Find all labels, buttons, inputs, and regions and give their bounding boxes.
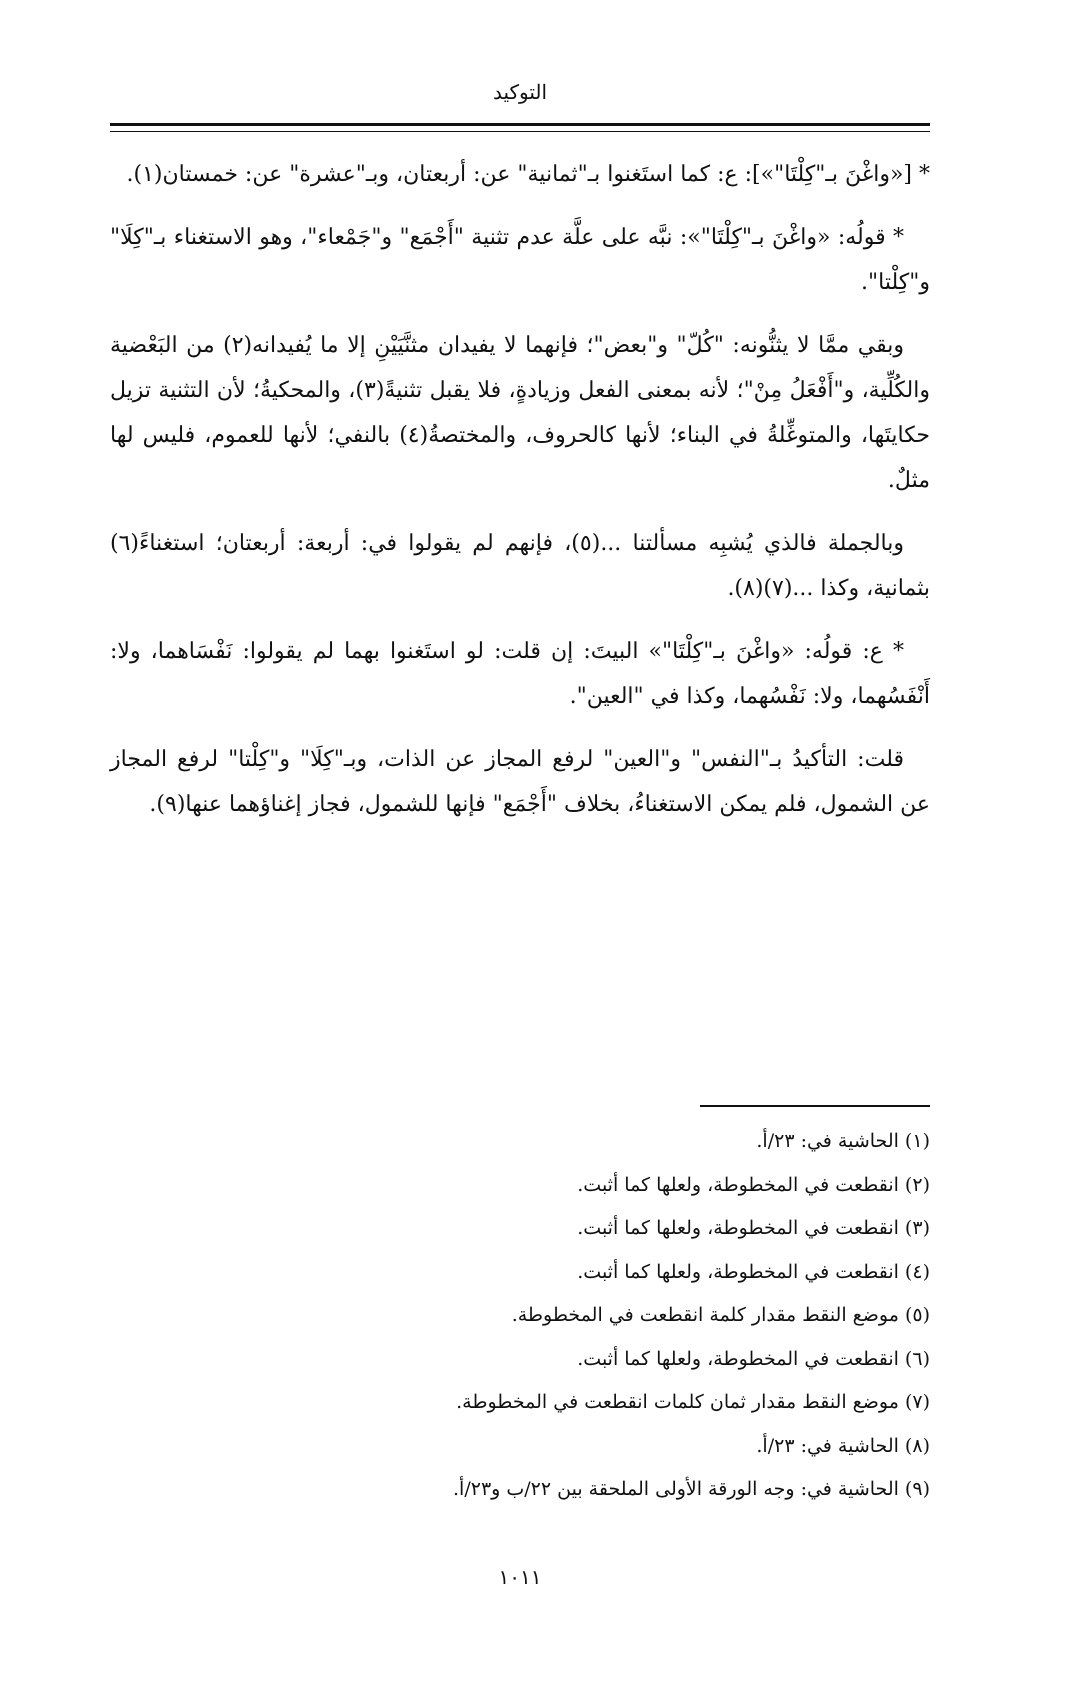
- footnote: (٧) موضع النقط مقدار ثمان كلمات انقطعت في المخطوطة.: [456, 1391, 930, 1413]
- footnote: (٢) انقطعت في المخطوطة، ولعلها كما أثبت.: [577, 1173, 930, 1196]
- footnotes: [110, 1120, 930, 1512]
- paragraph: * [«واغْنَ بـ"كِلْتَا"»]: ع: كما استَغنوا بـ"ثمانية" عن: أربعتان، وبـ"عشرة" عن: خمستان(١).: [126, 162, 930, 187]
- header-rule-thick: [110, 123, 930, 126]
- paragraph: وبقي ممَّا لا يثنُّونه: "كُلّ" و"بعض"؛ فإنهما لا يفيدان مثنَّيَيْنِ إلا ما يُفيدانه(٢) من البَعْضية والكُلِّية، و"أَفْعَلُ مِنْ"؛ لأنه بمعنى الفعل وزيادةٍ، فلا يقبل تثنيةً(٣)، والمحكيةُ؛ لأن التثنية تزيل حكايتَها، والمتوغِّلةُ في البناء؛ لأنها كالحروف، والمختصةُ(٤) بالنفي؛ لأنها للعموم، فليس لها مثلٌ.: [110, 333, 930, 493]
- page-number: ١٠١١: [498, 1565, 542, 1589]
- footnote: (٥) موضع النقط مقدار كلمة انقطعت في المخطوطة.: [511, 1304, 930, 1326]
- footnote: (٦) انقطعت في المخطوطة، ولعلها كما أثبت.: [577, 1347, 930, 1370]
- footnote: (٩) الحاشية في: وجه الورقة الأولى الملحقة بين ٢٢/ب و٢٣/أ.: [453, 1478, 930, 1500]
- footnote: (٤) انقطعت في المخطوطة، ولعلها كما أثبت.: [577, 1260, 930, 1283]
- main-text: [110, 152, 930, 845]
- paragraph: قلت: التأكيدُ بـ"النفس" و"العين" لرفع المجاز عن الذات، وبـ"كِلَا" و"كِلْتا" لرفع المجاز عن الشمول، فلم يمكن الاستغناءُ، بخلاف "أَجْمَع" فإنها للشمول، فجاز إغناؤهما عنها(٩).: [110, 747, 930, 817]
- paragraph: وبالجملة فالذي يُشبِه مسألتنا ...(٥)، فإنهم لم يقولوا في: أربعة: أربعتان؛ استغناءً(٦) بثمانية، وكذا ...(٧)(٨).: [110, 531, 930, 601]
- running-header: التوكيد: [492, 80, 548, 104]
- footnote: (٣) انقطعت في المخطوطة، ولعلها كما أثبت.: [577, 1217, 930, 1239]
- footnote: (٨) الحاشية في: ٢٣/أ.: [756, 1434, 930, 1457]
- header-rule-thin: [110, 131, 930, 132]
- footnote-separator: [700, 1105, 930, 1107]
- paragraph: * ع: قولُه: «واغْنَ بـ"كِلْتَا"» البيتَ: إن قلت: لو استَغنوا بهما لم يقولوا: نَفْسَاهما، ولا: أَنْفَسُهما، ولا: نَفْسُهما، وكذا في "العين".: [110, 639, 930, 709]
- paragraph: * قولُه: «واغْنَ بـ"كِلْتَا"»: نبَّه على علَّة عدم تثنية "أَجْمَع" و"جَمْعاء"، وهو الاستغناء بـ"كِلَا" و"كِلْتا".: [110, 225, 930, 295]
- footnote: (١) الحاشية في: ٢٣/أ.: [756, 1130, 930, 1152]
